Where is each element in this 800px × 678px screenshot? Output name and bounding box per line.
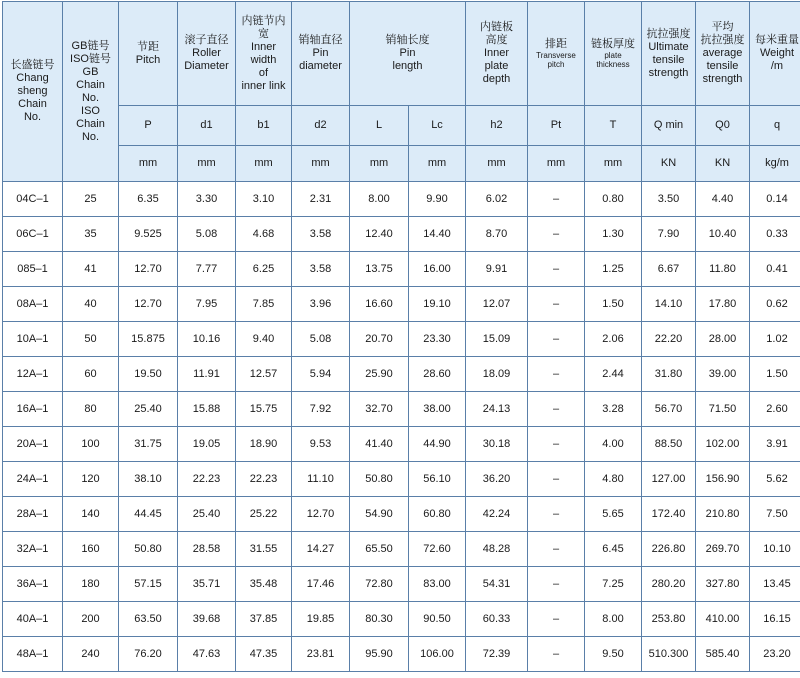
table-cell: 0.14 bbox=[750, 182, 800, 217]
header-pin-diameter: 销轴直径 Pin diameter bbox=[292, 2, 350, 106]
table-cell: 6.67 bbox=[642, 252, 696, 287]
table-cell: 12.40 bbox=[350, 217, 409, 252]
table-cell: 102.00 bbox=[696, 427, 750, 462]
table-row bbox=[3, 252, 800, 287]
table-cell: 37.85 bbox=[236, 602, 292, 637]
table-cell: 11.91 bbox=[178, 357, 236, 392]
table-cell: 3.50 bbox=[642, 182, 696, 217]
table-cell: 8.00 bbox=[350, 182, 409, 217]
table-cell: 0.62 bbox=[750, 287, 800, 322]
table-cell: 280.20 bbox=[642, 567, 696, 602]
table-cell: 12.70 bbox=[292, 497, 350, 532]
table-cell: 4.40 bbox=[696, 182, 750, 217]
table-cell: 11.10 bbox=[292, 462, 350, 497]
table-cell: 63.50 bbox=[119, 602, 178, 637]
table-cell: 47.35 bbox=[236, 637, 292, 672]
chain-no-cell: 36A–1 bbox=[3, 567, 63, 602]
unit-cell: mm bbox=[236, 146, 292, 182]
table-row bbox=[3, 497, 800, 532]
unit-cell: KN bbox=[642, 146, 696, 182]
header-inner-plate-depth: 内链板 高度 Inner plate depth bbox=[466, 2, 528, 106]
table-cell: 11.80 bbox=[696, 252, 750, 287]
table-cell: 6.45 bbox=[585, 532, 642, 567]
table-row bbox=[3, 567, 800, 602]
table-cell: 14.10 bbox=[642, 287, 696, 322]
symbol-cell: Pt bbox=[528, 106, 585, 146]
table-cell: 13.45 bbox=[750, 567, 800, 602]
table-cell: 1.25 bbox=[585, 252, 642, 287]
chain-no-cell: 24A–1 bbox=[3, 462, 63, 497]
chain-no-cell: 085–1 bbox=[3, 252, 63, 287]
table-cell: 7.25 bbox=[585, 567, 642, 602]
table-cell: 7.95 bbox=[178, 287, 236, 322]
table-cell: 23.81 bbox=[292, 637, 350, 672]
table-cell: 9.50 bbox=[585, 637, 642, 672]
table-cell: 44.90 bbox=[409, 427, 466, 462]
table-cell: 15.09 bbox=[466, 322, 528, 357]
table-cell: 19.05 bbox=[178, 427, 236, 462]
table-cell: – bbox=[528, 602, 585, 637]
table-row bbox=[3, 602, 800, 637]
symbol-cell: b1 bbox=[236, 106, 292, 146]
table-cell: 28.58 bbox=[178, 532, 236, 567]
table-cell: 3.58 bbox=[292, 252, 350, 287]
header-pin-length: 销轴长度 Pin length bbox=[350, 2, 466, 106]
table-cell: 76.20 bbox=[119, 637, 178, 672]
table-cell: 240 bbox=[63, 637, 119, 672]
table-cell: 16.00 bbox=[409, 252, 466, 287]
table-cell: 50 bbox=[63, 322, 119, 357]
table-cell: 35 bbox=[63, 217, 119, 252]
table-cell: 12.70 bbox=[119, 252, 178, 287]
table-cell: 0.80 bbox=[585, 182, 642, 217]
header-inner-width: 内链节内 宽 Inner width of inner link bbox=[236, 2, 292, 106]
table-cell: 5.08 bbox=[292, 322, 350, 357]
table-cell: 7.90 bbox=[642, 217, 696, 252]
chain-no-cell: 12A–1 bbox=[3, 357, 63, 392]
table-cell: 54.31 bbox=[466, 567, 528, 602]
table-cell: 6.02 bbox=[466, 182, 528, 217]
table-cell: 2.44 bbox=[585, 357, 642, 392]
table-cell: – bbox=[528, 637, 585, 672]
table-cell: 510.300 bbox=[642, 637, 696, 672]
table-cell: – bbox=[528, 182, 585, 217]
table-cell: 60.80 bbox=[409, 497, 466, 532]
table-cell: 6.35 bbox=[119, 182, 178, 217]
symbol-cell: d2 bbox=[292, 106, 350, 146]
table-cell: 60.33 bbox=[466, 602, 528, 637]
table-cell: – bbox=[528, 392, 585, 427]
table-cell: 22.23 bbox=[236, 462, 292, 497]
table-cell: 9.53 bbox=[292, 427, 350, 462]
header-roller-diameter: 滚子直径 Roller Diameter bbox=[178, 2, 236, 106]
table-cell: 200 bbox=[63, 602, 119, 637]
table-cell: 16.15 bbox=[750, 602, 800, 637]
table-cell: 140 bbox=[63, 497, 119, 532]
chain-no-cell: 48A–1 bbox=[3, 637, 63, 672]
table-cell: 50.80 bbox=[350, 462, 409, 497]
table-cell: 20.70 bbox=[350, 322, 409, 357]
header-gb-iso-no: GB链号 ISO链号 GB Chain No. ISO Chain No. bbox=[63, 2, 119, 182]
table-cell: 25.40 bbox=[178, 497, 236, 532]
table-cell: 16.60 bbox=[350, 287, 409, 322]
table-cell: 7.77 bbox=[178, 252, 236, 287]
table-cell: 22.20 bbox=[642, 322, 696, 357]
table-cell: 10.40 bbox=[696, 217, 750, 252]
table-cell: 2.60 bbox=[750, 392, 800, 427]
symbol-cell: h2 bbox=[466, 106, 528, 146]
header-ultimate-strength: 抗拉强度 Ultimate tensile strength bbox=[642, 2, 696, 106]
symbol-cell: P bbox=[119, 106, 178, 146]
table-cell: 40 bbox=[63, 287, 119, 322]
table-cell: – bbox=[528, 532, 585, 567]
table-cell: 156.90 bbox=[696, 462, 750, 497]
table-cell: 5.94 bbox=[292, 357, 350, 392]
symbol-cell: d1 bbox=[178, 106, 236, 146]
table-cell: 41 bbox=[63, 252, 119, 287]
table-cell: 31.75 bbox=[119, 427, 178, 462]
table-cell: 90.50 bbox=[409, 602, 466, 637]
table-cell: 36.20 bbox=[466, 462, 528, 497]
chain-no-cell: 40A–1 bbox=[3, 602, 63, 637]
table-cell: 24.13 bbox=[466, 392, 528, 427]
table-cell: 23.30 bbox=[409, 322, 466, 357]
table-cell: 14.40 bbox=[409, 217, 466, 252]
table-cell: 15.88 bbox=[178, 392, 236, 427]
unit-cell: mm bbox=[119, 146, 178, 182]
table-cell: 65.50 bbox=[350, 532, 409, 567]
table-cell: 8.00 bbox=[585, 602, 642, 637]
table-cell: 50.80 bbox=[119, 532, 178, 567]
table-cell: 39.00 bbox=[696, 357, 750, 392]
table-cell: 7.50 bbox=[750, 497, 800, 532]
header-plate-thickness: 链板厚度 plate thickness bbox=[585, 2, 642, 106]
chain-no-cell: 16A–1 bbox=[3, 392, 63, 427]
table-cell: 72.80 bbox=[350, 567, 409, 602]
table-cell: 25 bbox=[63, 182, 119, 217]
table-cell: 410.00 bbox=[696, 602, 750, 637]
table-cell: 7.92 bbox=[292, 392, 350, 427]
table-cell: 44.45 bbox=[119, 497, 178, 532]
table-cell: 15.75 bbox=[236, 392, 292, 427]
table-row bbox=[3, 427, 800, 462]
table-cell: 41.40 bbox=[350, 427, 409, 462]
chain-no-cell: 06C–1 bbox=[3, 217, 63, 252]
table-cell: 7.85 bbox=[236, 287, 292, 322]
symbol-cell: T bbox=[585, 106, 642, 146]
table-cell: 57.15 bbox=[119, 567, 178, 602]
unit-cell: mm bbox=[350, 146, 409, 182]
table-cell: – bbox=[528, 497, 585, 532]
table-cell: 19.50 bbox=[119, 357, 178, 392]
table-cell: 19.85 bbox=[292, 602, 350, 637]
table-cell: 8.70 bbox=[466, 217, 528, 252]
table-cell: – bbox=[528, 427, 585, 462]
table-cell: 3.10 bbox=[236, 182, 292, 217]
table-cell: 25.22 bbox=[236, 497, 292, 532]
table-cell: 31.55 bbox=[236, 532, 292, 567]
table-cell: 19.10 bbox=[409, 287, 466, 322]
table-cell: 120 bbox=[63, 462, 119, 497]
table-cell: 172.40 bbox=[642, 497, 696, 532]
table-cell: 22.23 bbox=[178, 462, 236, 497]
table-cell: 56.10 bbox=[409, 462, 466, 497]
table-cell: 10.16 bbox=[178, 322, 236, 357]
table-cell: 14.27 bbox=[292, 532, 350, 567]
table-cell: 38.00 bbox=[409, 392, 466, 427]
table-cell: 83.00 bbox=[409, 567, 466, 602]
table-cell: 39.68 bbox=[178, 602, 236, 637]
table-cell: 35.71 bbox=[178, 567, 236, 602]
table-cell: 180 bbox=[63, 567, 119, 602]
table-cell: 3.91 bbox=[750, 427, 800, 462]
unit-cell: mm bbox=[466, 146, 528, 182]
table-row bbox=[3, 182, 800, 217]
header-transverse-pitch: 排距 Transverse pitch bbox=[528, 2, 585, 106]
table-cell: – bbox=[528, 462, 585, 497]
header-average-strength: 平均 抗拉强度 average tensile strength bbox=[696, 2, 750, 106]
table-cell: 18.09 bbox=[466, 357, 528, 392]
chain-no-cell: 28A–1 bbox=[3, 497, 63, 532]
table-cell: 0.41 bbox=[750, 252, 800, 287]
chain-no-cell: 04C–1 bbox=[3, 182, 63, 217]
table-cell: 28.00 bbox=[696, 322, 750, 357]
table-cell: 25.40 bbox=[119, 392, 178, 427]
table-row bbox=[3, 637, 800, 672]
unit-cell: mm bbox=[409, 146, 466, 182]
table-cell: 1.50 bbox=[750, 357, 800, 392]
symbol-cell: Q0 bbox=[696, 106, 750, 146]
table-cell: 9.525 bbox=[119, 217, 178, 252]
table-cell: 38.10 bbox=[119, 462, 178, 497]
table-cell: 25.90 bbox=[350, 357, 409, 392]
table-cell: 31.80 bbox=[642, 357, 696, 392]
unit-cell: mm bbox=[292, 146, 350, 182]
table-cell: 30.18 bbox=[466, 427, 528, 462]
table-row bbox=[3, 322, 800, 357]
header-chain-no: 长盛链号 Chang sheng Chain No. bbox=[3, 2, 63, 182]
unit-cell: KN bbox=[696, 146, 750, 182]
unit-cell: kg/m bbox=[750, 146, 800, 182]
table-cell: 88.50 bbox=[642, 427, 696, 462]
table-cell: 6.25 bbox=[236, 252, 292, 287]
table-cell: 4.00 bbox=[585, 427, 642, 462]
table-cell: 13.75 bbox=[350, 252, 409, 287]
table-row bbox=[3, 462, 800, 497]
table-cell: 3.28 bbox=[585, 392, 642, 427]
table-cell: 9.90 bbox=[409, 182, 466, 217]
table-cell: 56.70 bbox=[642, 392, 696, 427]
table-cell: 42.24 bbox=[466, 497, 528, 532]
table-cell: 3.30 bbox=[178, 182, 236, 217]
table-cell: 160 bbox=[63, 532, 119, 567]
table-cell: 72.39 bbox=[466, 637, 528, 672]
header-weight: 每米重量 Weight /m bbox=[750, 2, 800, 106]
header-pitch: 节距 Pitch bbox=[119, 2, 178, 106]
table-cell: 327.80 bbox=[696, 567, 750, 602]
table-cell: 12.07 bbox=[466, 287, 528, 322]
symbol-cell: Q min bbox=[642, 106, 696, 146]
symbol-cell: q bbox=[750, 106, 800, 146]
table-cell: 3.96 bbox=[292, 287, 350, 322]
table-cell: 60 bbox=[63, 357, 119, 392]
table-cell: 32.70 bbox=[350, 392, 409, 427]
table-cell: 95.90 bbox=[350, 637, 409, 672]
table-cell: 10.10 bbox=[750, 532, 800, 567]
table-cell: 100 bbox=[63, 427, 119, 462]
unit-cell: mm bbox=[585, 146, 642, 182]
table-cell: 9.91 bbox=[466, 252, 528, 287]
table-cell: 5.08 bbox=[178, 217, 236, 252]
table-cell: 1.30 bbox=[585, 217, 642, 252]
table-cell: 80.30 bbox=[350, 602, 409, 637]
table-cell: 48.28 bbox=[466, 532, 528, 567]
chain-no-cell: 32A–1 bbox=[3, 532, 63, 567]
table-row bbox=[3, 217, 800, 252]
table-cell: 9.40 bbox=[236, 322, 292, 357]
table-cell: 2.06 bbox=[585, 322, 642, 357]
symbol-cell: L bbox=[350, 106, 409, 146]
table-row bbox=[3, 357, 800, 392]
table-row bbox=[3, 532, 800, 567]
chain-no-cell: 10A–1 bbox=[3, 322, 63, 357]
table-cell: 12.57 bbox=[236, 357, 292, 392]
table-cell: 15.875 bbox=[119, 322, 178, 357]
table-cell: 106.00 bbox=[409, 637, 466, 672]
table-cell: 226.80 bbox=[642, 532, 696, 567]
table-cell: 54.90 bbox=[350, 497, 409, 532]
table-cell: 210.80 bbox=[696, 497, 750, 532]
table-cell: 71.50 bbox=[696, 392, 750, 427]
table-cell: 4.80 bbox=[585, 462, 642, 497]
table-cell: 5.65 bbox=[585, 497, 642, 532]
table-cell: 35.48 bbox=[236, 567, 292, 602]
table-cell: 28.60 bbox=[409, 357, 466, 392]
table-cell: 17.80 bbox=[696, 287, 750, 322]
table-cell: 253.80 bbox=[642, 602, 696, 637]
symbol-cell: Lc bbox=[409, 106, 466, 146]
table-row bbox=[3, 392, 800, 427]
table-cell: 0.33 bbox=[750, 217, 800, 252]
table-cell: 2.31 bbox=[292, 182, 350, 217]
table-body bbox=[3, 182, 800, 672]
table-cell: – bbox=[528, 217, 585, 252]
table-cell: 72.60 bbox=[409, 532, 466, 567]
table-cell: 23.20 bbox=[750, 637, 800, 672]
table-cell: 269.70 bbox=[696, 532, 750, 567]
table-cell: 4.68 bbox=[236, 217, 292, 252]
table-cell: 1.50 bbox=[585, 287, 642, 322]
unit-cell: mm bbox=[528, 146, 585, 182]
table-cell: 80 bbox=[63, 392, 119, 427]
table-cell: – bbox=[528, 322, 585, 357]
table-cell: 1.02 bbox=[750, 322, 800, 357]
chain-no-cell: 20A–1 bbox=[3, 427, 63, 462]
table-cell: – bbox=[528, 252, 585, 287]
table-cell: 127.00 bbox=[642, 462, 696, 497]
table-cell: 18.90 bbox=[236, 427, 292, 462]
table-cell: 17.46 bbox=[292, 567, 350, 602]
table-cell: 585.40 bbox=[696, 637, 750, 672]
chain-no-cell: 08A–1 bbox=[3, 287, 63, 322]
table-row bbox=[3, 287, 800, 322]
unit-cell: mm bbox=[178, 146, 236, 182]
table-cell: 12.70 bbox=[119, 287, 178, 322]
table-cell: – bbox=[528, 357, 585, 392]
table-cell: – bbox=[528, 287, 585, 322]
table-cell: 3.58 bbox=[292, 217, 350, 252]
table-cell: 47.63 bbox=[178, 637, 236, 672]
table-cell: 5.62 bbox=[750, 462, 800, 497]
table-cell: – bbox=[528, 567, 585, 602]
chain-spec-table bbox=[2, 1, 800, 672]
